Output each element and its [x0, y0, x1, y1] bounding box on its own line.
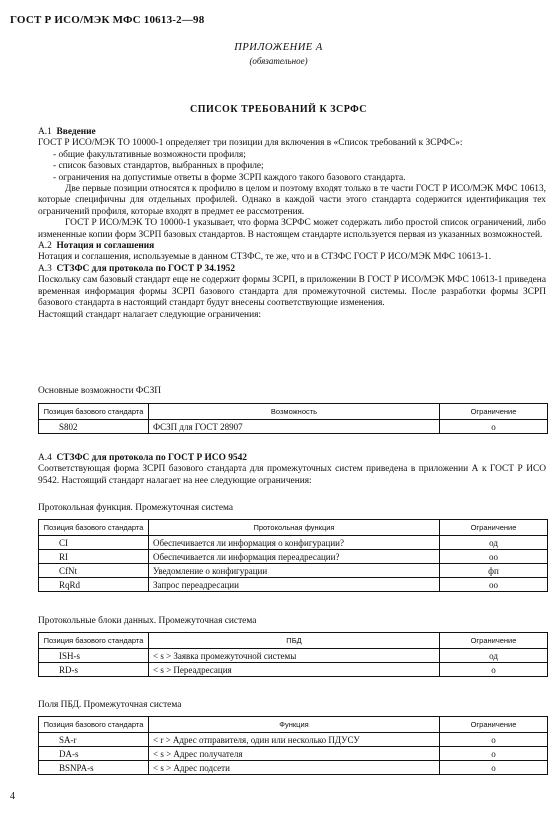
column-header: Протокольная функция — [149, 520, 440, 536]
column-header: Ограничение — [440, 633, 548, 649]
paragraph: Нотация и соглашения, используемые в данном СТЗФС, те же, что и в СТЗФС ГОСТ Р ИСО/МЭК МФС 10613-1. — [38, 252, 492, 263]
section-heading: А.1 Введение — [38, 127, 96, 137]
table-row — [39, 733, 548, 747]
section-heading: А.2 Нотация и соглашения — [38, 241, 155, 252]
paragraph: Настоящий стандарт налагает следующие ограничения: — [38, 309, 261, 320]
table-cell: < r > Адрес отправителя, один или несколько ПДУСУ — [149, 733, 440, 747]
table-cell: од — [440, 536, 548, 550]
table-cell: Обеспечивается ли информация переадресации? — [149, 550, 440, 564]
table-cell: DA-s — [39, 747, 149, 761]
table-header-row — [39, 520, 548, 536]
paragraph: Соответствующая форма ЗСРП базового стандарта для промежуточных систем приведена в приложении А к ГОСТ Р ИСО 9542. Настоящий стандарт налагает на нее следующие ограничения: — [38, 464, 546, 486]
paragraph: ГОСТ Р ИСО/МЭК ТО 10000-1 указывает, что форма ЗСРФС может содержать либо простой список ограничений, либо измененные копии форм ЗСРП базовых стандартов. В настоящем стандарте используется первая из указанных возможностей. — [38, 218, 546, 240]
column-header: Позиция базового стандарта — [39, 404, 149, 420]
table-cell: Обеспечивается ли информация о конфигурации? — [149, 536, 440, 550]
table-cell: о — [440, 663, 548, 677]
list-item: - ограничения на допустимые ответы в форме ЗСРП каждого такого базового стандарта. — [53, 172, 406, 183]
table-row — [39, 564, 548, 578]
column-header: Позиция базового стандарта — [39, 633, 149, 649]
table-row — [39, 578, 548, 592]
column-header: Функция — [149, 717, 440, 733]
table-cell: BSNPA-s — [39, 761, 149, 775]
section-heading: А.4 СТЗФС для протокола по ГОСТ Р ИСО 9542 — [38, 453, 247, 463]
list-item: - общие факультативные возможности профиля; — [53, 149, 246, 160]
table-pdu — [38, 632, 548, 677]
table-header-row — [39, 717, 548, 733]
table-header-row — [39, 404, 548, 420]
table-cell: RqRd — [39, 578, 149, 592]
table-row — [39, 550, 548, 564]
table-cell: о — [440, 733, 548, 747]
table-caption: Основные возможности ФСЗП — [38, 386, 162, 396]
column-header: ПБД — [149, 633, 440, 649]
table-cell: < s > Переадресация — [149, 663, 440, 677]
table-cell: ISH-s — [39, 649, 149, 663]
section-heading: А.3 СТЗФС для протокола по ГОСТ Р 34.1952 — [38, 263, 236, 274]
table-capabilities — [38, 403, 548, 434]
table-protocol-function — [38, 519, 548, 592]
column-header: Ограничение — [440, 404, 548, 420]
table-cell: RI — [39, 550, 149, 564]
table-caption: Поля ПБД. Промежуточная система — [38, 700, 182, 710]
section-a1 — [38, 127, 546, 321]
table-cell: CI — [39, 536, 149, 550]
table-row — [39, 649, 548, 663]
table-caption: Протокольная функция. Промежуточная система — [38, 503, 234, 513]
paragraph: Поскольку сам базовый стандарт еще не содержит формы ЗСРП, в приложении В ГОСТ Р ИСО/МЭК МФС 10613-1 приведена временная информация формы ЗСРП базового стандарта для промежуточной системы. После разработки формы ЗСРП базового стандарта в настоящий стандарт будут внесены соответствующие изменения. — [38, 275, 546, 309]
table-cell: < s > Адрес получателя — [149, 747, 440, 761]
table-cell: фп — [440, 564, 548, 578]
table-cell: о — [440, 747, 548, 761]
table-row — [39, 747, 548, 761]
appendix-label: ПРИЛОЖЕНИЕ А — [234, 42, 323, 53]
list-item: - список базовых стандартов, выбранных в профиле; — [53, 161, 264, 172]
appendix-note: (обязательное) — [249, 56, 308, 66]
paragraph: ГОСТ Р ИСО/МЭК ТО 10000-1 определяет три позиции для включения в «Список требований к ЗСРФС»: — [38, 138, 463, 149]
table-caption: Протокольные блоки данных. Промежуточная система — [38, 616, 257, 626]
page-number: 4 — [10, 791, 15, 802]
running-header: ГОСТ Р ИСО/МЭК МФС 10613-2—98 — [10, 14, 205, 26]
table-pdu-fields — [38, 716, 548, 775]
table-cell: оо — [440, 550, 548, 564]
column-header: Ограничение — [440, 520, 548, 536]
section-a4 — [38, 453, 546, 487]
table-cell: о — [440, 761, 548, 775]
table-cell: Запрос переадресации — [149, 578, 440, 592]
paragraph: Две первые позиции относятся к профилю в целом и поэтому входят только в те части ГОСТ Р ИСО/МЭК МФС 10613, которые специфичны для отдельных профилей. Однако в каждой части этого стандарта содержится идентификация тех ограничений профиля, которые входят в предмет ее рассмотрения. — [38, 184, 546, 217]
column-header: Позиция базового стандарта — [39, 520, 149, 536]
column-header: Позиция базового стандарта — [39, 717, 149, 733]
column-header: Ограничение — [440, 717, 548, 733]
table-cell: SA-r — [39, 733, 149, 747]
table-cell: < s > Заявка промежуточной системы — [149, 649, 440, 663]
table-row — [39, 420, 548, 434]
table-header-row — [39, 633, 548, 649]
table-row — [39, 663, 548, 677]
table-cell: S802 — [39, 420, 149, 434]
column-header: Возможность — [149, 404, 440, 420]
table-cell: CfNt — [39, 564, 149, 578]
table-cell: ФСЗП для ГОСТ 28907 — [149, 420, 440, 434]
table-cell: од — [440, 649, 548, 663]
table-row — [39, 761, 548, 775]
table-cell: < s > Адрес подсети — [149, 761, 440, 775]
table-row — [39, 536, 548, 550]
table-cell: о — [440, 420, 548, 434]
table-cell: Уведомление о конфигурации — [149, 564, 440, 578]
table-cell: RD-s — [39, 663, 149, 677]
table-cell: оо — [440, 578, 548, 592]
page-title: СПИСОК ТРЕБОВАНИЙ К ЗСРФС — [190, 104, 367, 115]
